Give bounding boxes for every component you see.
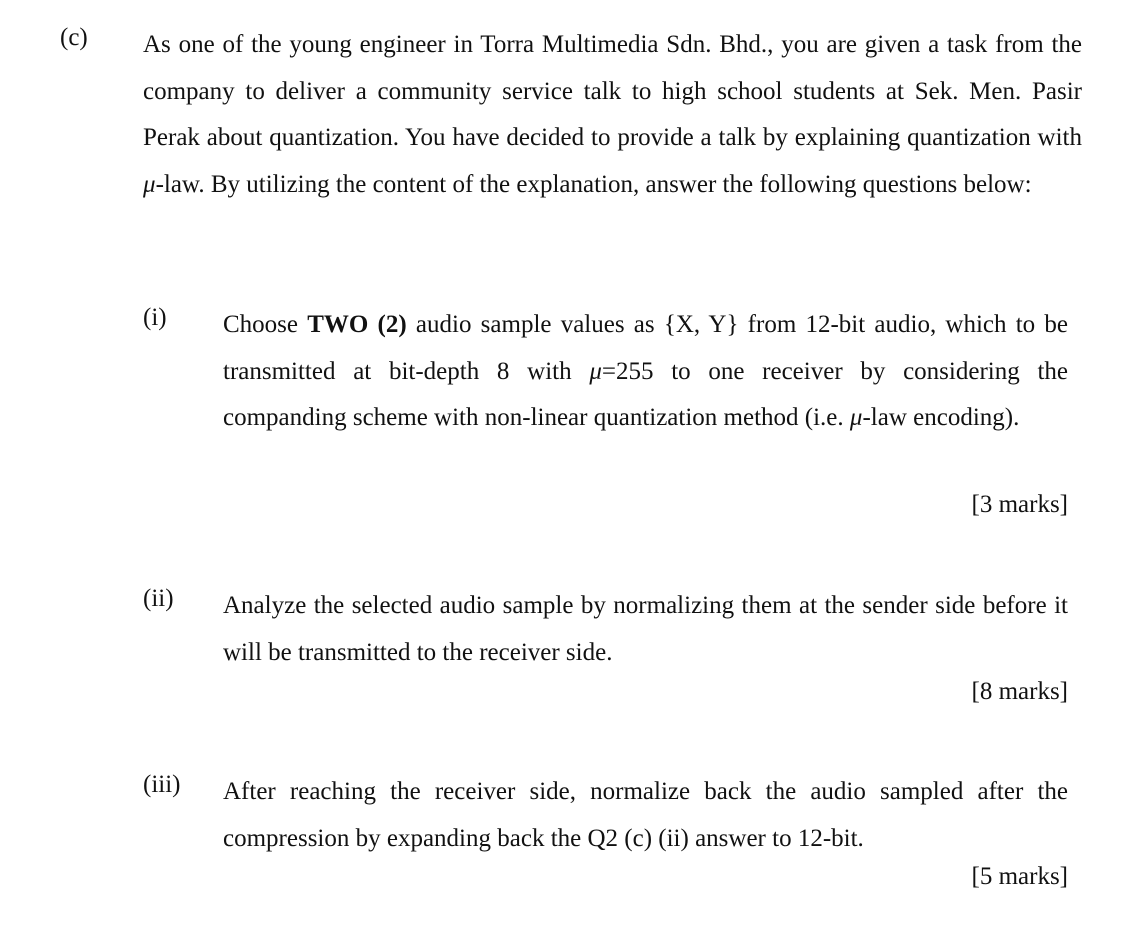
subquestion-label-ii: (ii) <box>143 585 174 612</box>
subquestion-text-iii: After reaching the receiver side, normalize back the audio sampled after the compression by expanding back the Q2 (c) (ii) answer to 12-bit. <box>223 778 1068 852</box>
question-label: (c) <box>60 24 88 51</box>
subquestion-i-bold: TWO (2) <box>307 311 407 338</box>
subquestion-i-part4: -law encoding). <box>862 404 1020 432</box>
subquestion-text-ii: Analyze the selected audio sample by normalizing them at the sender side before it will be transmitted to the receiver side. <box>223 592 1068 666</box>
mu-symbol: μ <box>849 404 863 432</box>
marks-iii: [5 marks] <box>971 863 1068 890</box>
mu-symbol: μ <box>143 171 156 199</box>
subquestion-i-part1: Choose <box>223 311 308 338</box>
subquestion-i-part2: audio sample values as {X, Y} from 12-bit audio, which to be transmitted at bit-depth 8 with <box>223 311 1068 385</box>
intro-text-part1: As one of the young engineer in Torra Multimedia Sdn. Bhd., you are given a task from the company to deliver a community service talk to high school students at Sek. Men. Pasir Perak about quantization. You have decided to provide a talk by explaining quantization with <box>143 31 1082 152</box>
mu-symbol: μ <box>589 357 602 385</box>
marks-i: [3 marks] <box>971 491 1068 518</box>
question-intro <box>143 22 1082 209</box>
subquestion-label-i: (i) <box>143 304 167 331</box>
subquestion-label-iii: (iii) <box>143 771 181 798</box>
marks-ii: [8 marks] <box>971 678 1068 705</box>
subquestion-text-i <box>223 302 1068 442</box>
subquestion-i-part3: =255 to one receiver by considering the companding scheme with non-linear quantization method (i.e. <box>223 357 1068 432</box>
intro-text-part2: -law. By utilizing the content of the explanation, answer the following questions below: <box>155 171 1032 199</box>
